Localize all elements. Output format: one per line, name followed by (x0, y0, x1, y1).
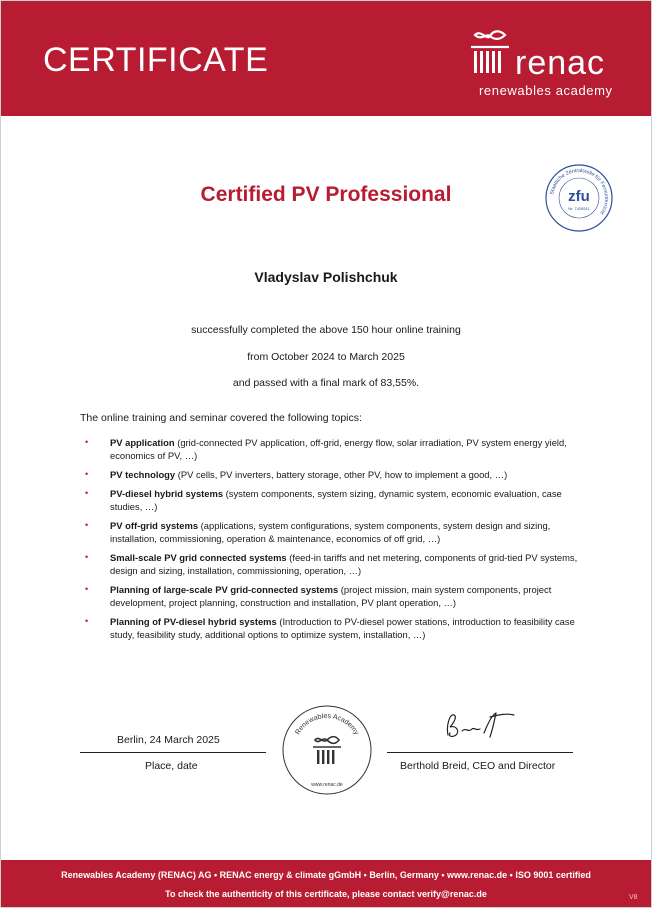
topic-item (85, 436, 585, 462)
signer-name: Berthold Breid, CEO and Director (400, 760, 556, 772)
bullet-icon: • (85, 616, 89, 626)
bullet-icon: • (85, 437, 89, 447)
topic-name: PV-diesel hybrid systems (110, 488, 224, 499)
final-mark-line: and passed with a final mark of 83,55%. (232, 377, 420, 389)
topic-detail: (PV cells, PV inverters, battery storage, other PV, how to implement a good, …) (175, 469, 508, 480)
place-date-line (80, 752, 266, 753)
zfu-seal-number: Nr. 7426511 (568, 206, 590, 211)
topic-item (85, 551, 585, 577)
topic-item (85, 487, 585, 513)
topic-detail: (system components, system sizing, dynamic system, economic evaluation, case studies, …) (110, 488, 562, 512)
renac-stamp (281, 704, 373, 796)
topic-item (85, 468, 585, 481)
bullet-icon: • (85, 488, 89, 498)
topic-name: Small-scale PV grid connected systems (110, 552, 287, 563)
topics-intro: The online training and seminar covered the following topics: (80, 412, 362, 424)
renac-column-icon (467, 29, 513, 79)
topic-item (85, 519, 585, 545)
stamp-ring-text: Renewables Academy (294, 712, 360, 737)
topic-name: PV technology (110, 469, 176, 480)
topic-name: Planning of PV-diesel hybrid systems (110, 616, 277, 627)
topics-list (85, 436, 585, 647)
logo-wordmark: renac (515, 44, 606, 82)
bullet-icon: • (85, 584, 89, 594)
bullet-icon: • (85, 552, 89, 562)
footer-company-line: Renewables Academy (RENAC) AG • RENAC energy & climate gGmbH • Berlin, Germany • www.renac.de • ISO 9001 certified (61, 870, 591, 880)
topic-name: Planning of large-scale PV grid-connected systems (110, 584, 339, 595)
topic-name: PV application (110, 437, 175, 448)
footer-band (1, 860, 651, 907)
topic-item (85, 615, 585, 641)
bullet-icon: • (85, 469, 89, 479)
topic-detail: (grid-connected PV application, off-grid, energy flow, solar irradiation, PV system energy yield, economics of PV, …) (110, 437, 567, 461)
topic-item (85, 583, 585, 609)
svg-text:Renewables Academy (294, 713, 360, 737)
zfu-seal-center: zfu (568, 188, 590, 205)
completion-line: successfully completed the above 150 hour online training (191, 324, 461, 336)
period-line: from October 2024 to March 2025 (247, 351, 405, 363)
topic-detail: (Introduction to PV-diesel power stations, introduction to feasibility case study, feasibility study, additional options to optimize system, installation, …) (110, 616, 575, 640)
renac-logo (467, 29, 627, 104)
stamp-column-icon (313, 737, 341, 764)
topic-detail: (applications, system configurations, system components, system design and sizing, installation, commissioning, operation & maintenance, economics of off grid, …) (110, 520, 551, 544)
topic-name: PV off-grid systems (110, 520, 199, 531)
topic-detail: (feed-in tariffs and net metering, components of grid-tied PV systems, design and sizing, installation, commissioning, operation, …) (110, 552, 578, 576)
topic-detail: (project mission, main system components, project development, project planning, construction and installation, PV plant operation, …) (110, 584, 552, 608)
bullet-icon: • (85, 520, 89, 530)
certificate-heading: CERTIFICATE (43, 41, 269, 79)
zfu-seal-ring-text: Staatliche Zentralstelle für Fernunterricht (549, 167, 610, 216)
logo-subtitle: renewables academy (479, 83, 613, 98)
stamp-bottom-text: www.renac.de (311, 782, 343, 788)
handwritten-signature (440, 707, 520, 743)
signature-line (387, 752, 573, 753)
place-date-value: Berlin, 24 March 2025 (117, 734, 220, 746)
version-label: V8 (629, 894, 638, 901)
header-band (1, 1, 651, 116)
certificate-title: Certified PV Professional (200, 183, 452, 206)
footer-verify-line: To check the authenticity of this certificate, please contact verify@renac.de (165, 889, 487, 899)
recipient-name: Vladyslav Polishchuk (254, 269, 398, 285)
place-date-label: Place, date (145, 760, 198, 772)
